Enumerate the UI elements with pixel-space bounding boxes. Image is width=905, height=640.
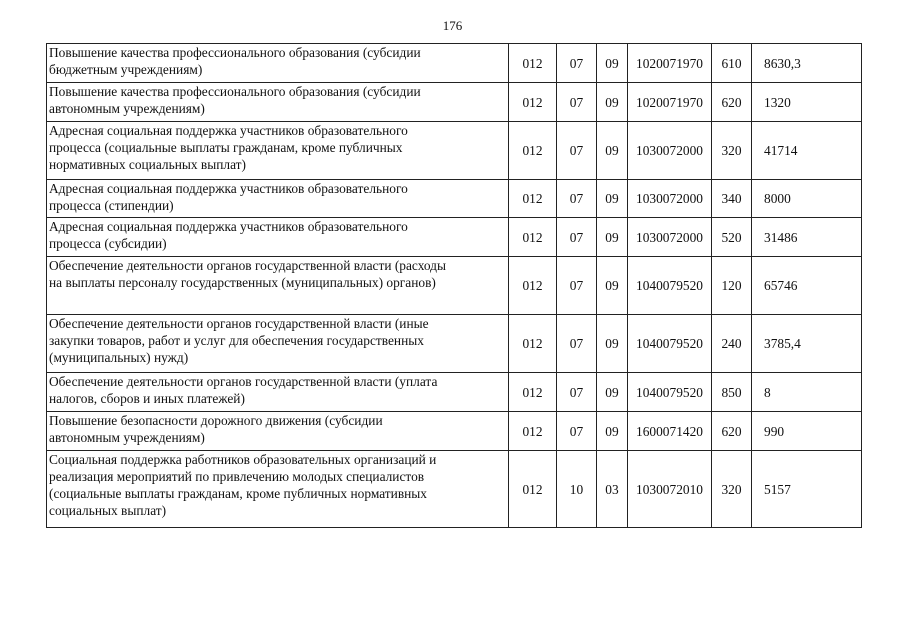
section-code-cell-text: 07	[569, 143, 584, 158]
expense-name-cell	[47, 122, 509, 180]
expense-type-cell-text: 520	[721, 229, 742, 245]
target-article-cell	[628, 451, 712, 528]
department-code-cell-text: 012	[522, 191, 543, 206]
expense-type-cell	[712, 257, 752, 315]
amount-cell-text: 8	[764, 384, 771, 400]
table-row	[47, 180, 862, 218]
section-code-cell-text: 07	[569, 384, 584, 400]
subsection-code-cell-text: 09	[605, 229, 619, 245]
section-code-cell-text: 07	[569, 191, 584, 206]
expense-name-cell-text: Обеспечение деятельности органов государственной власти (уплата налогов, сборов и иных платежей)	[49, 374, 438, 406]
expense-name-cell-text: Повышение качества профессионального образования (субсидии бюджетным учреждениям)	[49, 45, 421, 77]
department-code-cell-text: 012	[522, 143, 543, 158]
expense-name-cell	[47, 180, 509, 218]
department-code-cell	[509, 180, 557, 218]
department-code-cell-text: 012	[522, 423, 543, 439]
section-code-cell	[557, 315, 597, 373]
department-code-cell	[509, 83, 557, 122]
amount-cell	[752, 257, 862, 315]
target-article-cell	[628, 412, 712, 451]
amount-cell	[752, 373, 862, 412]
subsection-code-cell	[597, 412, 628, 451]
subsection-code-cell	[597, 315, 628, 373]
expense-type-cell	[712, 315, 752, 373]
subsection-code-cell	[597, 122, 628, 180]
subsection-code-cell	[597, 373, 628, 412]
section-code-cell-text: 10	[569, 481, 584, 497]
expense-type-cell-text: 610	[721, 55, 742, 71]
expense-name-cell-text: Адресная социальная поддержка участников образовательного процесса (субсидии)	[49, 219, 408, 251]
subsection-code-cell-text: 09	[605, 423, 619, 439]
section-code-cell-text: 07	[569, 423, 584, 439]
section-code-cell-text: 07	[569, 229, 584, 245]
expense-name-cell-text: Повышение качества профессионального образования (субсидии автономным учреждениям)	[49, 84, 421, 116]
expense-name-cell	[47, 257, 509, 315]
table-row	[47, 373, 862, 412]
expense-type-cell	[712, 373, 752, 412]
table-row	[47, 315, 862, 373]
expense-type-cell-text: 340	[721, 191, 742, 206]
subsection-code-cell-text: 09	[605, 143, 619, 158]
expense-type-cell	[712, 44, 752, 83]
section-code-cell-text: 07	[569, 278, 584, 293]
expense-type-cell-text: 320	[721, 143, 742, 158]
amount-cell-text: 41714	[764, 143, 798, 158]
amount-cell	[752, 83, 862, 122]
budget-table	[46, 43, 862, 528]
amount-cell-text: 31486	[764, 229, 798, 245]
subsection-code-cell	[597, 257, 628, 315]
amount-cell-text: 3785,4	[764, 336, 801, 351]
expense-type-cell-text: 120	[721, 278, 742, 293]
amount-cell-text: 1320	[764, 94, 791, 110]
department-code-cell	[509, 122, 557, 180]
subsection-code-cell	[597, 44, 628, 83]
department-code-cell	[509, 451, 557, 528]
target-article-cell-text: 1030072000	[636, 229, 703, 245]
table-row	[47, 218, 862, 257]
expense-type-cell-text: 320	[721, 481, 742, 497]
target-article-cell-text: 1030072010	[636, 481, 703, 497]
target-article-cell	[628, 315, 712, 373]
target-article-cell-text: 1040079520	[636, 336, 703, 351]
section-code-cell	[557, 257, 597, 315]
department-code-cell	[509, 218, 557, 257]
subsection-code-cell-text: 09	[605, 94, 619, 110]
amount-cell-text: 8000	[764, 191, 791, 206]
target-article-cell	[628, 373, 712, 412]
expense-type-cell-text: 620	[721, 94, 742, 110]
target-article-cell-text: 1020071970	[636, 94, 703, 110]
subsection-code-cell	[597, 218, 628, 257]
amount-cell-text: 990	[764, 423, 785, 439]
expense-name-cell-text: Обеспечение деятельности органов государственной власти (иные закупки товаров, работ и услуг для обеспечения государственных (муниципальных) нужд)	[49, 316, 429, 365]
section-code-cell	[557, 83, 597, 122]
expense-type-cell-text: 850	[721, 384, 742, 400]
target-article-cell-text: 1030072000	[636, 143, 703, 158]
target-article-cell-text: 1040079520	[636, 278, 703, 293]
department-code-cell-text: 012	[522, 336, 543, 351]
expense-name-cell	[47, 412, 509, 451]
department-code-cell	[509, 373, 557, 412]
amount-cell	[752, 122, 862, 180]
amount-cell	[752, 451, 862, 528]
table-row	[47, 44, 862, 83]
expense-name-cell-text: Адресная социальная поддержка участников образовательного процесса (социальные выплаты гражданам, кроме публичных нормативных социальных выплат)	[49, 123, 408, 172]
section-code-cell-text: 07	[569, 94, 584, 110]
expense-name-cell-text: Адресная социальная поддержка участников образовательного процесса (стипендии)	[49, 181, 408, 213]
expense-type-cell	[712, 451, 752, 528]
department-code-cell-text: 012	[522, 481, 543, 497]
amount-cell-text: 5157	[764, 481, 791, 497]
expense-type-cell	[712, 218, 752, 257]
amount-cell	[752, 218, 862, 257]
expense-type-cell	[712, 180, 752, 218]
expense-name-cell-text: Повышение безопасности дорожного движения (субсидии автономным учреждениям)	[49, 413, 383, 445]
department-code-cell	[509, 44, 557, 83]
expense-name-cell	[47, 44, 509, 83]
expense-name-cell-text: Обеспечение деятельности органов государственной власти (расходы на выплаты персоналу государственных (муниципальных) органов)	[49, 258, 446, 290]
table-row	[47, 412, 862, 451]
section-code-cell	[557, 218, 597, 257]
department-code-cell	[509, 257, 557, 315]
expense-type-cell-text: 240	[721, 336, 742, 351]
target-article-cell	[628, 180, 712, 218]
department-code-cell-text: 012	[522, 384, 543, 400]
expense-name-cell	[47, 315, 509, 373]
subsection-code-cell	[597, 180, 628, 218]
amount-cell	[752, 315, 862, 373]
target-article-cell	[628, 122, 712, 180]
subsection-code-cell-text: 09	[605, 191, 619, 206]
section-code-cell	[557, 451, 597, 528]
subsection-code-cell	[597, 83, 628, 122]
subsection-code-cell-text: 09	[605, 278, 619, 293]
department-code-cell-text: 012	[522, 278, 543, 293]
expense-type-cell	[712, 122, 752, 180]
subsection-code-cell-text: 09	[605, 384, 619, 400]
target-article-cell-text: 1020071970	[636, 55, 703, 71]
target-article-cell-text: 1040079520	[636, 384, 703, 400]
department-code-cell	[509, 315, 557, 373]
department-code-cell-text: 012	[522, 94, 543, 110]
amount-cell	[752, 180, 862, 218]
section-code-cell	[557, 412, 597, 451]
expense-name-cell-text: Социальная поддержка работников образовательных организаций и реализация мероприятий по привлечению молодых специалистов (социальные выплаты гражданам, кроме публичных нормативных социальных выплат)	[49, 452, 437, 518]
expense-name-cell	[47, 373, 509, 412]
section-code-cell	[557, 180, 597, 218]
expense-name-cell	[47, 218, 509, 257]
section-code-cell	[557, 373, 597, 412]
expense-type-cell	[712, 412, 752, 451]
expense-type-cell	[712, 83, 752, 122]
subsection-code-cell-text: 09	[605, 55, 619, 71]
target-article-cell	[628, 44, 712, 83]
table-row	[47, 83, 862, 122]
amount-cell-text: 65746	[764, 278, 798, 293]
department-code-cell-text: 012	[522, 229, 543, 245]
subsection-code-cell-text: 09	[605, 336, 619, 351]
target-article-cell	[628, 83, 712, 122]
target-article-cell	[628, 218, 712, 257]
department-code-cell	[509, 412, 557, 451]
expense-name-cell	[47, 83, 509, 122]
table-body	[47, 44, 862, 528]
subsection-code-cell	[597, 451, 628, 528]
amount-cell	[752, 412, 862, 451]
table-row	[47, 257, 862, 315]
section-code-cell	[557, 44, 597, 83]
target-article-cell	[628, 257, 712, 315]
table-row	[47, 451, 862, 528]
target-article-cell-text: 1030072000	[636, 191, 703, 206]
section-code-cell-text: 07	[569, 55, 584, 71]
target-article-cell-text: 1600071420	[636, 423, 703, 439]
page-number: 176	[442, 18, 463, 33]
table-row	[47, 122, 862, 180]
section-code-cell	[557, 122, 597, 180]
subsection-code-cell-text: 03	[605, 481, 619, 497]
expense-name-cell	[47, 451, 509, 528]
amount-cell-text: 8630,3	[764, 55, 801, 71]
department-code-cell-text: 012	[522, 55, 543, 71]
amount-cell	[752, 44, 862, 83]
expense-type-cell-text: 620	[721, 423, 742, 439]
section-code-cell-text: 07	[569, 336, 584, 351]
